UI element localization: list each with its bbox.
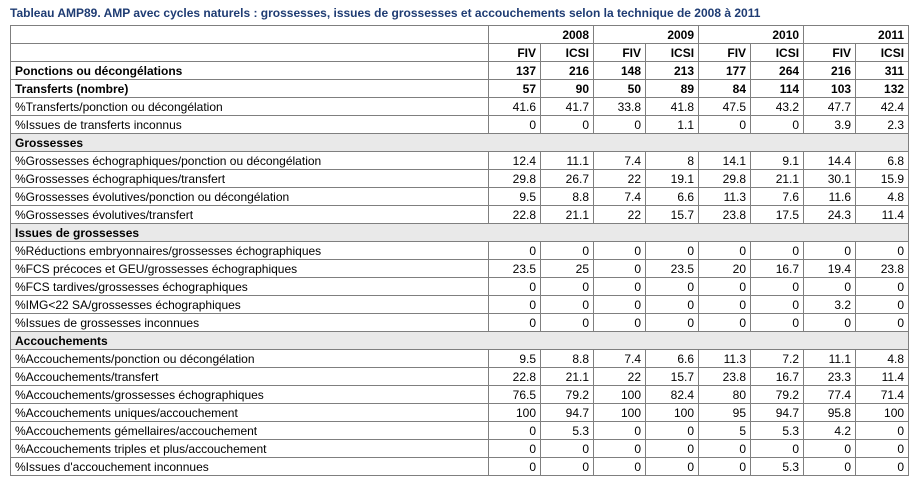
value-cell: 0 bbox=[489, 422, 541, 440]
value-cell: 0 bbox=[541, 278, 594, 296]
header-blank-cell bbox=[11, 44, 489, 62]
value-cell: 0 bbox=[489, 440, 541, 458]
value-cell: 0 bbox=[541, 296, 594, 314]
value-cell: 7.4 bbox=[594, 350, 646, 368]
value-cell: 148 bbox=[594, 62, 646, 80]
value-cell: 19.1 bbox=[646, 170, 699, 188]
value-cell: 0 bbox=[646, 422, 699, 440]
row-label: %Accouchements/grossesses échographiques bbox=[11, 386, 489, 404]
value-cell: 16.7 bbox=[751, 368, 804, 386]
value-cell: 12.4 bbox=[489, 152, 541, 170]
value-cell: 8 bbox=[646, 152, 699, 170]
value-cell: 90 bbox=[541, 80, 594, 98]
value-cell: 0 bbox=[804, 314, 856, 332]
value-cell: 103 bbox=[804, 80, 856, 98]
value-cell: 0 bbox=[699, 314, 751, 332]
section-header-row bbox=[11, 332, 909, 350]
value-cell: 22.8 bbox=[489, 368, 541, 386]
value-cell: 14.1 bbox=[699, 152, 751, 170]
value-cell: 22 bbox=[594, 206, 646, 224]
value-cell: 100 bbox=[856, 404, 909, 422]
value-cell: 80 bbox=[699, 386, 751, 404]
table-row bbox=[11, 314, 909, 332]
table-row bbox=[11, 386, 909, 404]
value-cell: 2.3 bbox=[856, 116, 909, 134]
value-cell: 8.8 bbox=[541, 188, 594, 206]
value-cell: 0 bbox=[751, 296, 804, 314]
value-cell: 21.1 bbox=[541, 368, 594, 386]
table-row bbox=[11, 98, 909, 116]
value-cell: 0 bbox=[856, 422, 909, 440]
table-row bbox=[11, 404, 909, 422]
value-cell: 6.6 bbox=[646, 350, 699, 368]
value-cell: 24.3 bbox=[804, 206, 856, 224]
value-cell: 0 bbox=[856, 314, 909, 332]
value-cell: 0 bbox=[594, 296, 646, 314]
row-label: Transferts (nombre) bbox=[11, 80, 489, 98]
row-label: %FCS précoces et GEU/grossesses échographiques bbox=[11, 260, 489, 278]
value-cell: 23.5 bbox=[646, 260, 699, 278]
row-label: %Grossesses échographiques/transfert bbox=[11, 170, 489, 188]
table-row bbox=[11, 440, 909, 458]
value-cell: 94.7 bbox=[751, 404, 804, 422]
value-cell: 216 bbox=[541, 62, 594, 80]
value-cell: 33.8 bbox=[594, 98, 646, 116]
value-cell: 89 bbox=[646, 80, 699, 98]
section-label: Issues de grossesses bbox=[11, 224, 909, 242]
value-cell: 71.4 bbox=[856, 386, 909, 404]
row-label: %Transferts/ponction ou décongélation bbox=[11, 98, 489, 116]
year-header-2009: 2009 bbox=[594, 26, 699, 44]
table-row bbox=[11, 368, 909, 386]
value-cell: 7.2 bbox=[751, 350, 804, 368]
row-label: %Issues de grossesses inconnues bbox=[11, 314, 489, 332]
value-cell: 0 bbox=[594, 278, 646, 296]
header-blank-cell bbox=[11, 26, 489, 44]
technique-header-icsi: ICSI bbox=[541, 44, 594, 62]
value-cell: 0 bbox=[804, 278, 856, 296]
value-cell: 95 bbox=[699, 404, 751, 422]
value-cell: 43.2 bbox=[751, 98, 804, 116]
year-header-2011: 2011 bbox=[804, 26, 909, 44]
value-cell: 11.1 bbox=[541, 152, 594, 170]
value-cell: 23.8 bbox=[699, 206, 751, 224]
value-cell: 11.1 bbox=[804, 350, 856, 368]
section-label: Grossesses bbox=[11, 134, 909, 152]
table-row bbox=[11, 350, 909, 368]
value-cell: 216 bbox=[804, 62, 856, 80]
row-label: %Grossesses échographiques/ponction ou décongélation bbox=[11, 152, 489, 170]
table-row bbox=[11, 206, 909, 224]
value-cell: 5.3 bbox=[751, 422, 804, 440]
value-cell: 114 bbox=[751, 80, 804, 98]
value-cell: 0 bbox=[489, 458, 541, 476]
value-cell: 15.9 bbox=[856, 170, 909, 188]
technique-header-fiv: FIV bbox=[594, 44, 646, 62]
row-label: %Accouchements gémellaires/accouchement bbox=[11, 422, 489, 440]
value-cell: 0 bbox=[699, 440, 751, 458]
technique-header-fiv: FIV bbox=[489, 44, 541, 62]
value-cell: 11.6 bbox=[804, 188, 856, 206]
value-cell: 8.8 bbox=[541, 350, 594, 368]
technique-header-fiv: FIV bbox=[804, 44, 856, 62]
value-cell: 77.4 bbox=[804, 386, 856, 404]
value-cell: 15.7 bbox=[646, 368, 699, 386]
value-cell: 14.4 bbox=[804, 152, 856, 170]
value-cell: 3.2 bbox=[804, 296, 856, 314]
technique-header-icsi: ICSI bbox=[646, 44, 699, 62]
table-row bbox=[11, 80, 909, 98]
value-cell: 0 bbox=[804, 242, 856, 260]
year-header-2010: 2010 bbox=[699, 26, 804, 44]
technique-header-row bbox=[11, 44, 909, 62]
table-row bbox=[11, 116, 909, 134]
value-cell: 0 bbox=[856, 278, 909, 296]
value-cell: 0 bbox=[699, 458, 751, 476]
value-cell: 0 bbox=[646, 440, 699, 458]
value-cell: 100 bbox=[594, 386, 646, 404]
table-row bbox=[11, 62, 909, 80]
value-cell: 11.4 bbox=[856, 368, 909, 386]
value-cell: 0 bbox=[594, 242, 646, 260]
table-row bbox=[11, 170, 909, 188]
value-cell: 0 bbox=[751, 242, 804, 260]
value-cell: 82.4 bbox=[646, 386, 699, 404]
row-label: %Issues d'accouchement inconnues bbox=[11, 458, 489, 476]
technique-header-icsi: ICSI bbox=[856, 44, 909, 62]
value-cell: 213 bbox=[646, 62, 699, 80]
value-cell: 42.4 bbox=[856, 98, 909, 116]
value-cell: 29.8 bbox=[699, 170, 751, 188]
value-cell: 0 bbox=[856, 242, 909, 260]
value-cell: 0 bbox=[856, 296, 909, 314]
value-cell: 21.1 bbox=[751, 170, 804, 188]
value-cell: 50 bbox=[594, 80, 646, 98]
value-cell: 0 bbox=[646, 458, 699, 476]
value-cell: 22 bbox=[594, 170, 646, 188]
value-cell: 79.2 bbox=[541, 386, 594, 404]
value-cell: 5.3 bbox=[751, 458, 804, 476]
value-cell: 15.7 bbox=[646, 206, 699, 224]
value-cell: 41.6 bbox=[489, 98, 541, 116]
row-label: %Accouchements/transfert bbox=[11, 368, 489, 386]
value-cell: 100 bbox=[646, 404, 699, 422]
value-cell: 17.5 bbox=[751, 206, 804, 224]
row-label: %FCS tardives/grossesses échographiques bbox=[11, 278, 489, 296]
value-cell: 94.7 bbox=[541, 404, 594, 422]
value-cell: 0 bbox=[594, 314, 646, 332]
value-cell: 23.5 bbox=[489, 260, 541, 278]
value-cell: 6.6 bbox=[646, 188, 699, 206]
value-cell: 0 bbox=[699, 296, 751, 314]
value-cell: 0 bbox=[646, 242, 699, 260]
value-cell: 0 bbox=[856, 458, 909, 476]
value-cell: 177 bbox=[699, 62, 751, 80]
value-cell: 11.3 bbox=[699, 350, 751, 368]
technique-header-fiv: FIV bbox=[699, 44, 751, 62]
value-cell: 7.4 bbox=[594, 188, 646, 206]
row-label: %IMG<22 SA/grossesses échographiques bbox=[11, 296, 489, 314]
value-cell: 0 bbox=[646, 296, 699, 314]
table-row bbox=[11, 422, 909, 440]
value-cell: 0 bbox=[489, 242, 541, 260]
value-cell: 0 bbox=[489, 296, 541, 314]
table-row bbox=[11, 188, 909, 206]
table-row bbox=[11, 458, 909, 476]
value-cell: 0 bbox=[541, 314, 594, 332]
value-cell: 11.3 bbox=[699, 188, 751, 206]
value-cell: 76.5 bbox=[489, 386, 541, 404]
row-label: Ponctions ou décongélations bbox=[11, 62, 489, 80]
value-cell: 26.7 bbox=[541, 170, 594, 188]
value-cell: 16.7 bbox=[751, 260, 804, 278]
value-cell: 5.3 bbox=[541, 422, 594, 440]
value-cell: 6.8 bbox=[856, 152, 909, 170]
value-cell: 41.7 bbox=[541, 98, 594, 116]
value-cell: 30.1 bbox=[804, 170, 856, 188]
value-cell: 7.6 bbox=[751, 188, 804, 206]
technique-header-icsi: ICSI bbox=[751, 44, 804, 62]
value-cell: 100 bbox=[594, 404, 646, 422]
section-header-row bbox=[11, 134, 909, 152]
value-cell: 21.1 bbox=[541, 206, 594, 224]
value-cell: 84 bbox=[699, 80, 751, 98]
value-cell: 47.5 bbox=[699, 98, 751, 116]
row-label: %Grossesses évolutives/transfert bbox=[11, 206, 489, 224]
row-label: %Grossesses évolutives/ponction ou décongélation bbox=[11, 188, 489, 206]
value-cell: 0 bbox=[646, 278, 699, 296]
value-cell: 95.8 bbox=[804, 404, 856, 422]
value-cell: 4.2 bbox=[804, 422, 856, 440]
value-cell: 311 bbox=[856, 62, 909, 80]
row-label: %Accouchements/ponction ou décongélation bbox=[11, 350, 489, 368]
value-cell: 0 bbox=[594, 458, 646, 476]
value-cell: 0 bbox=[594, 116, 646, 134]
value-cell: 4.8 bbox=[856, 188, 909, 206]
value-cell: 0 bbox=[804, 458, 856, 476]
value-cell: 47.7 bbox=[804, 98, 856, 116]
value-cell: 0 bbox=[699, 242, 751, 260]
value-cell: 22 bbox=[594, 368, 646, 386]
table-body bbox=[11, 62, 909, 476]
value-cell: 0 bbox=[541, 116, 594, 134]
row-label: %Réductions embryonnaires/grossesses échographiques bbox=[11, 242, 489, 260]
row-label: %Accouchements triples et plus/accouchement bbox=[11, 440, 489, 458]
value-cell: 0 bbox=[751, 314, 804, 332]
value-cell: 0 bbox=[541, 440, 594, 458]
value-cell: 0 bbox=[699, 116, 751, 134]
value-cell: 1.1 bbox=[646, 116, 699, 134]
value-cell: 7.4 bbox=[594, 152, 646, 170]
value-cell: 23.8 bbox=[699, 368, 751, 386]
row-label: %Issues de transferts inconnus bbox=[11, 116, 489, 134]
value-cell: 0 bbox=[751, 116, 804, 134]
value-cell: 0 bbox=[489, 116, 541, 134]
value-cell: 0 bbox=[489, 314, 541, 332]
section-label: Accouchements bbox=[11, 332, 909, 350]
value-cell: 79.2 bbox=[751, 386, 804, 404]
value-cell: 0 bbox=[541, 242, 594, 260]
section-header-row bbox=[11, 224, 909, 242]
table-row bbox=[11, 260, 909, 278]
value-cell: 20 bbox=[699, 260, 751, 278]
value-cell: 132 bbox=[856, 80, 909, 98]
value-cell: 9.1 bbox=[751, 152, 804, 170]
value-cell: 25 bbox=[541, 260, 594, 278]
value-cell: 100 bbox=[489, 404, 541, 422]
value-cell: 9.5 bbox=[489, 350, 541, 368]
value-cell: 23.8 bbox=[856, 260, 909, 278]
value-cell: 9.5 bbox=[489, 188, 541, 206]
value-cell: 23.3 bbox=[804, 368, 856, 386]
value-cell: 0 bbox=[646, 314, 699, 332]
value-cell: 0 bbox=[594, 440, 646, 458]
table-row bbox=[11, 152, 909, 170]
value-cell: 0 bbox=[541, 458, 594, 476]
value-cell: 0 bbox=[804, 440, 856, 458]
value-cell: 11.4 bbox=[856, 206, 909, 224]
value-cell: 0 bbox=[594, 422, 646, 440]
value-cell: 29.8 bbox=[489, 170, 541, 188]
value-cell: 0 bbox=[489, 278, 541, 296]
table-row bbox=[11, 278, 909, 296]
data-table bbox=[10, 25, 909, 476]
value-cell: 0 bbox=[751, 278, 804, 296]
value-cell: 137 bbox=[489, 62, 541, 80]
value-cell: 41.8 bbox=[646, 98, 699, 116]
table-title: Tableau AMP89. AMP avec cycles naturels : grossesses, issues de grossesses et accouchements selon la technique de 2008 à 2011 bbox=[10, 6, 761, 20]
value-cell: 264 bbox=[751, 62, 804, 80]
value-cell: 0 bbox=[594, 260, 646, 278]
value-cell: 57 bbox=[489, 80, 541, 98]
table-row bbox=[11, 242, 909, 260]
value-cell: 4.8 bbox=[856, 350, 909, 368]
value-cell: 0 bbox=[751, 440, 804, 458]
value-cell: 22.8 bbox=[489, 206, 541, 224]
value-cell: 5 bbox=[699, 422, 751, 440]
year-header-row bbox=[11, 26, 909, 44]
table-row bbox=[11, 296, 909, 314]
value-cell: 19.4 bbox=[804, 260, 856, 278]
value-cell: 0 bbox=[699, 278, 751, 296]
value-cell: 3.9 bbox=[804, 116, 856, 134]
value-cell: 0 bbox=[856, 440, 909, 458]
year-header-2008: 2008 bbox=[489, 26, 594, 44]
row-label: %Accouchements uniques/accouchement bbox=[11, 404, 489, 422]
